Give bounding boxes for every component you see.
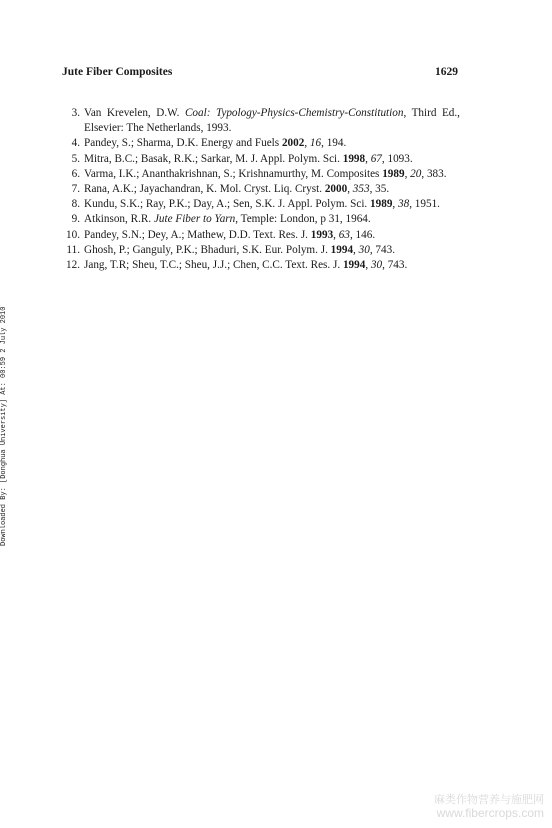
reference-number: 4. [71,137,80,150]
reference-italic: Jute Fiber to Yarn [153,213,236,226]
reference-number: 3. [71,107,80,119]
reference-year: 1998 [342,152,366,165]
reference-text [84,106,460,136]
reference-text [84,197,460,212]
reference-year: 1989 [370,198,393,211]
reference-italic: 30 [358,243,370,256]
reference-italic: Coal: Typology-Physics-Chemistry-Constitution [184,107,404,119]
reference-text [84,182,460,197]
reference-number: 5. [71,152,80,165]
reference-list [62,106,460,273]
reference-year: 2002 [281,137,305,150]
download-stamp: Downloaded By: [Donghua University] At: 00:59 2 July 2010 [0,306,8,546]
reference-item [62,212,460,227]
reference-text [84,228,460,243]
reference-segment: Kundu, S.K.; Ray, P.K.; Day, A.; Sen, S.K. J. Appl. Polym. Sci. [84,198,371,211]
reference-italic: 20 [410,167,422,180]
reference-segment: Mitra, B.C.; Basak, R.K.; Sarkar, M. J. Appl. Polym. Sci. [84,152,343,165]
watermark-url: www.fibercrops.com [436,806,544,820]
reference-segment: , 194. [321,137,347,150]
reference-year: 1994 [342,259,366,272]
reference-item [62,167,460,182]
reference-segment: , Temple: London, p 31, 1964. [235,213,371,226]
reference-text [84,152,460,167]
reference-item [62,106,460,136]
reference-segment: Pandey, S.N.; Dey, A.; Mathew, D.D. Text. Res. J. [84,228,311,241]
reference-segment: , 743. [382,259,408,272]
reference-text [84,212,460,227]
reference-number: 6. [71,167,80,180]
page-number: 1629 [435,66,458,78]
reference-segment: , [333,228,339,241]
reference-segment: , [365,259,371,272]
reference-number: 8. [71,198,80,211]
reference-italic: 353 [352,183,370,196]
reference-segment: , 743. [369,243,395,256]
reference-item [62,258,460,273]
reference-text [84,258,460,273]
reference-italic: 63 [338,228,350,241]
reference-item [62,197,460,212]
reference-segment: Atkinson, R.R. [84,213,154,226]
reference-item [62,243,460,258]
reference-segment: , [304,137,310,150]
reference-segment: , Third Ed., Elsevier: The Netherlands, 1993. [84,107,460,135]
reference-item [62,182,460,197]
reference-segment: , 35. [369,183,390,196]
reference-number: 10. [66,228,80,241]
reference-segment: Ghosh, P.; Ganguly, P.K.; Bhaduri, S.K. Eur. Polym. J. [84,243,331,256]
running-title: Jute Fiber Composites [62,66,173,78]
reference-item [62,152,460,167]
reference-number: 9. [71,213,80,226]
reference-year: 1989 [382,167,405,180]
reference-number: 7. [71,183,80,196]
reference-segment: Van Krevelen, D.W. [84,107,185,119]
reference-segment: , [365,152,371,165]
reference-item [62,136,460,151]
reference-number: 11. [66,243,80,256]
reference-year: 1993 [310,228,334,241]
reference-segment: , 383. [421,167,447,180]
reference-segment: , [347,183,353,196]
reference-italic: 30 [370,259,383,272]
reference-year: 2000 [324,183,348,196]
reference-segment: Jang, T.R; Sheu, T.C.; Sheu, J.J.; Chen, C.C. Text. Res. J. [84,259,343,272]
reference-text [84,167,460,182]
reference-segment: , 1093. [381,152,413,165]
reference-segment: , 146. [349,228,376,241]
reference-segment: Pandey, S.; Sharma, D.K. Energy and Fuels [84,137,282,150]
reference-italic: 67 [370,152,382,165]
reference-segment: , 1951. [409,198,440,211]
watermark [434,794,544,820]
reference-segment: , [353,243,359,256]
reference-year: 1994 [330,243,354,256]
reference-italic: 38 [398,198,410,211]
reference-segment: , [392,198,398,211]
watermark-chinese: 麻类作物营养与施肥网 [434,794,544,806]
reference-italic: 16 [309,137,322,150]
reference-number: 12. [66,259,80,272]
reference-segment: Varma, I.K.; Ananthakrishnan, S.; Krishnamurthy, M. Composites [84,167,383,180]
reference-text [84,243,460,258]
reference-item [62,228,460,243]
reference-segment: Rana, A.K.; Jayachandran, K. Mol. Cryst. Liq. Cryst. [84,183,325,196]
running-header [62,66,458,78]
reference-segment: , [404,167,411,180]
reference-text [84,136,460,151]
